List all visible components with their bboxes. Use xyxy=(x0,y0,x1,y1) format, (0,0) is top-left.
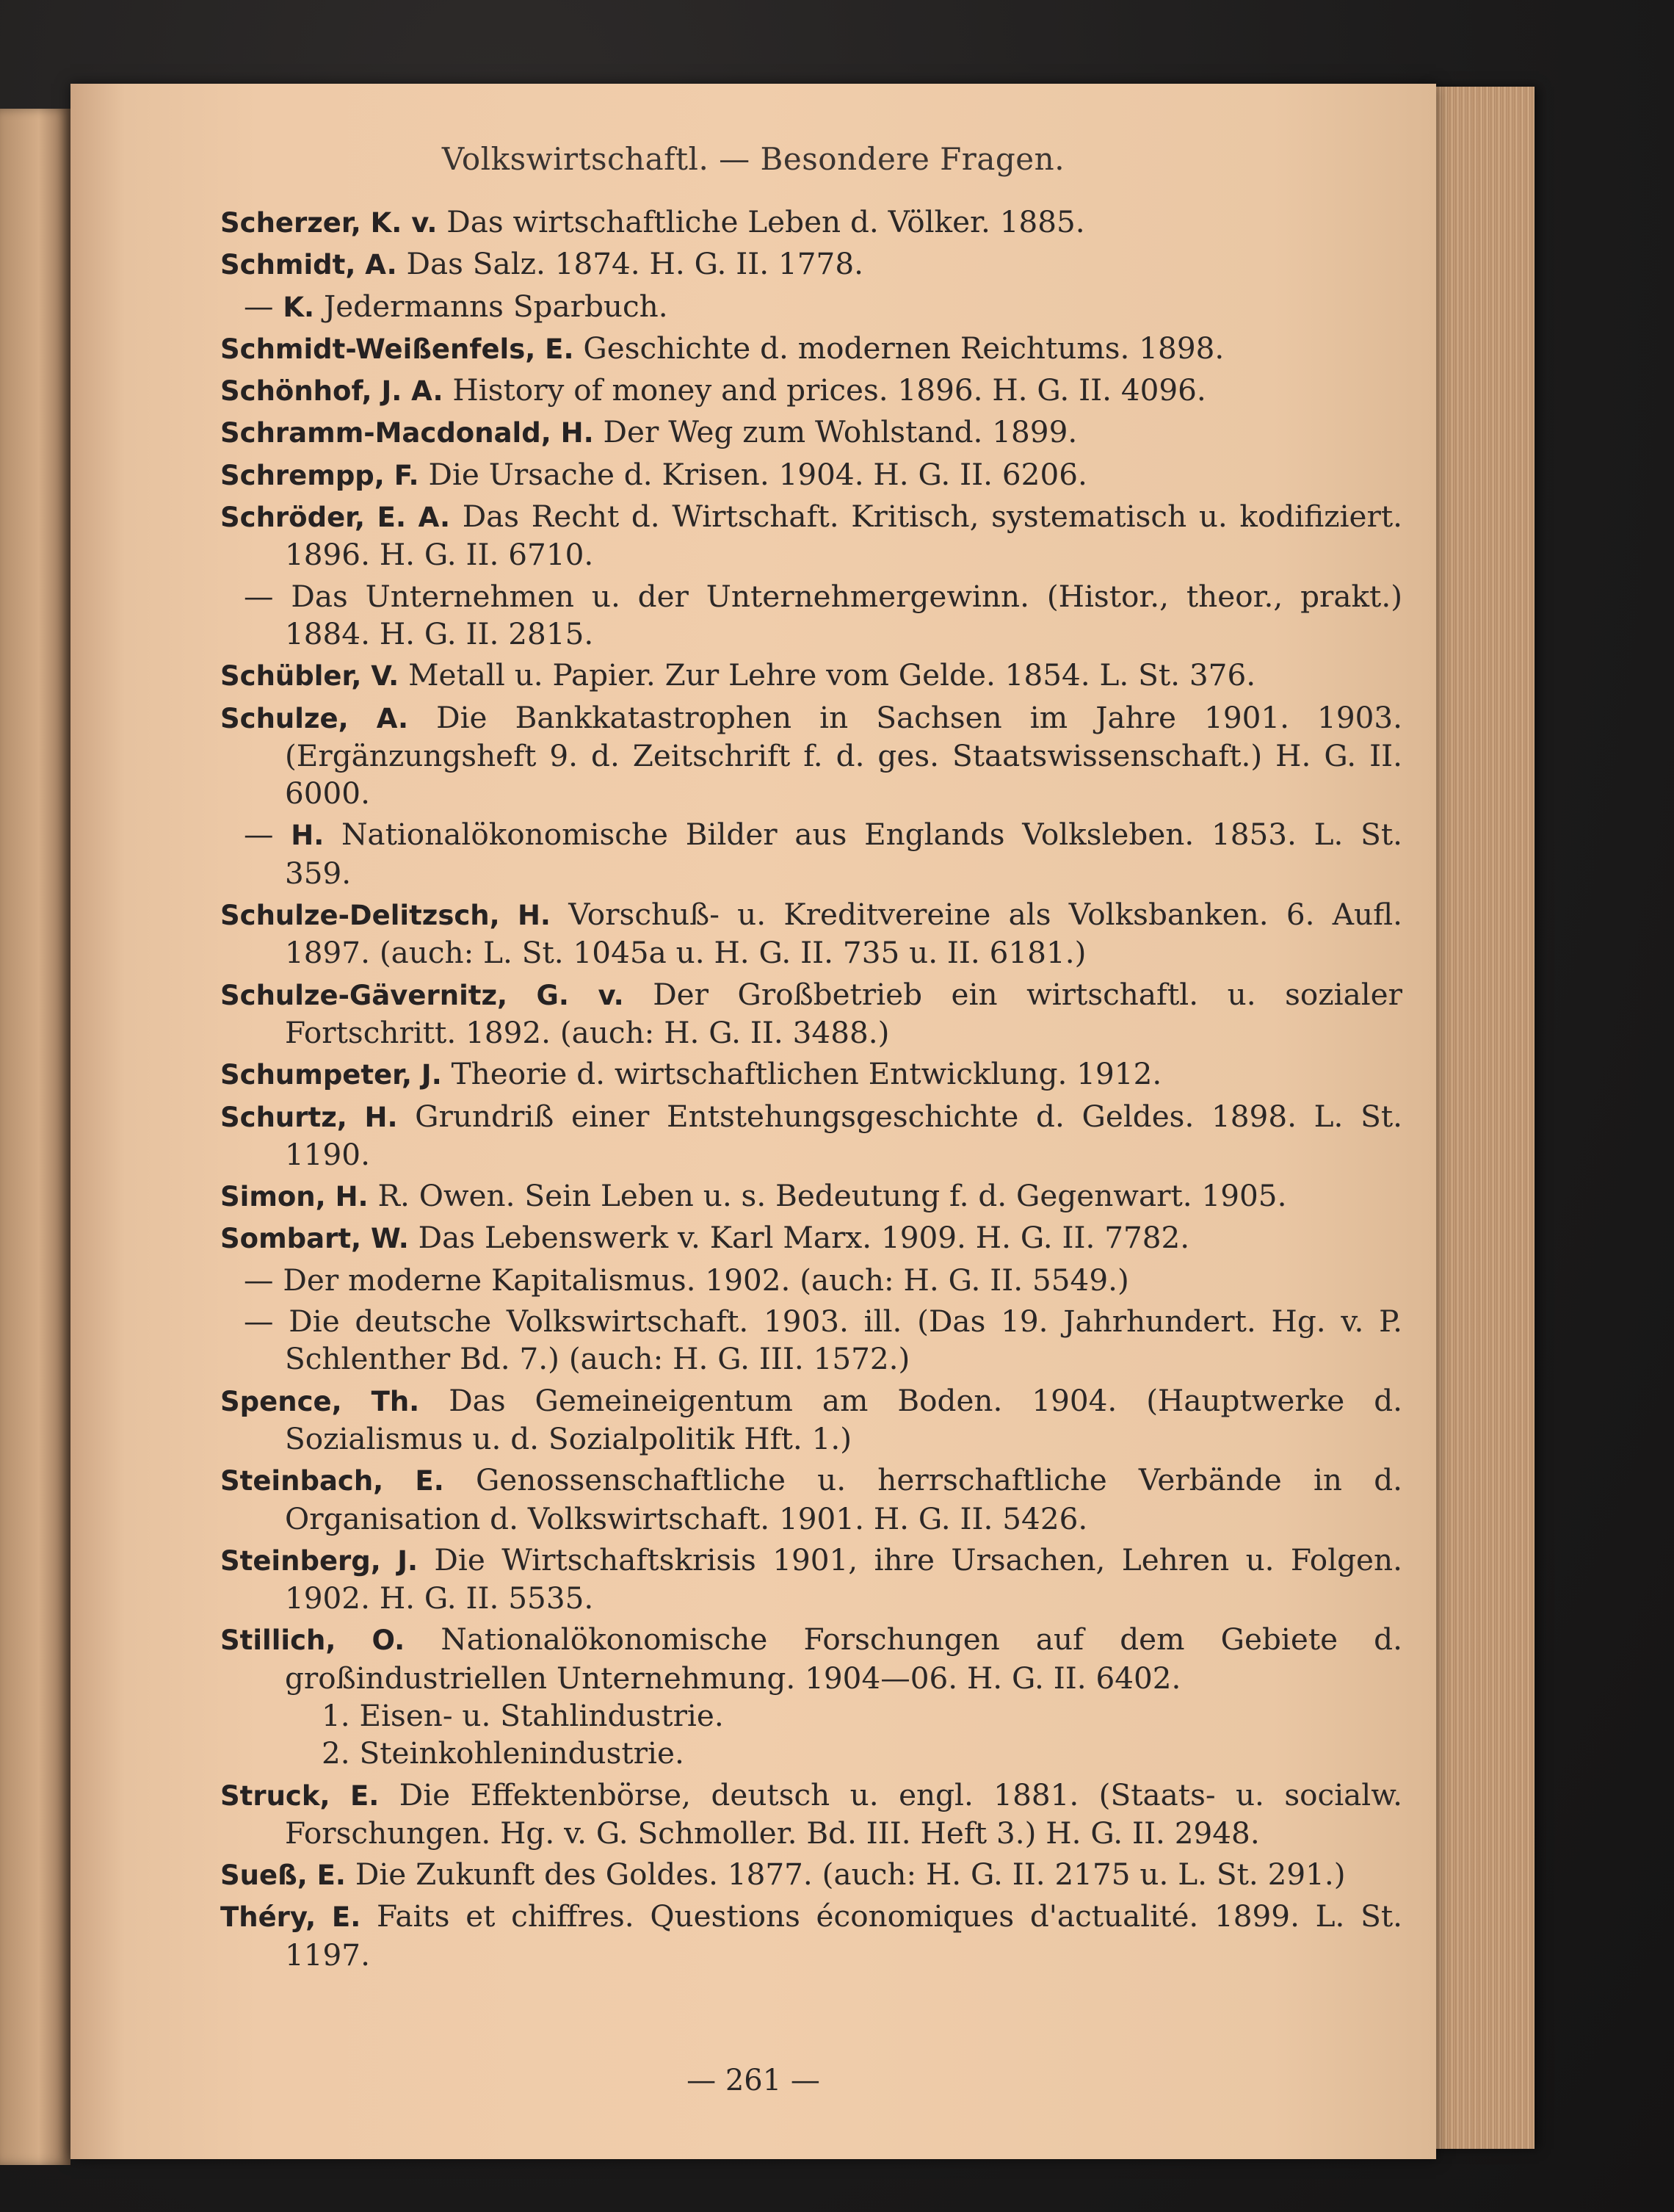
ditto-dash: — xyxy=(244,578,291,614)
entry-subitem: 2. Steinkohlenindustrie. xyxy=(322,1735,684,1771)
bibliography-entry xyxy=(220,330,1402,368)
entry-author: Sueß, E. xyxy=(220,1859,346,1892)
ditto-dash: — xyxy=(244,1304,289,1340)
bibliography-entry xyxy=(220,578,1402,654)
entry-text: Geschichte d. modernen Reichtums. 1898. xyxy=(573,330,1225,366)
entry-text: R. Owen. Sein Leben u. s. Bedeutung f. d. Gegenwart. 1905. xyxy=(368,1178,1287,1214)
entry-author: Schrempp, F. xyxy=(220,459,419,491)
entry-text: Die Ursache d. Krisen. 1904. H. G. II. 6206. xyxy=(418,456,1087,492)
bibliography-entry xyxy=(220,657,1402,695)
bibliography-entry xyxy=(220,245,1402,283)
entry-text: Theorie d. wirtschaftlichen Entwicklung. 1912. xyxy=(441,1056,1162,1092)
entry-text: Der Großbetrieb ein wirtschaftl. u. sozialer Fortschritt. 1892. (auch: H. G. II. 3488.) xyxy=(285,976,1403,1050)
bibliography-entry xyxy=(220,372,1402,410)
entry-author: Struck, E. xyxy=(220,1779,380,1812)
entry-subitem: 1. Eisen- u. Stahlindustrie. xyxy=(322,1697,724,1733)
entry-text: Das Lebenswerk v. Karl Marx. 1909. H. G. II. 7782. xyxy=(408,1220,1190,1256)
page-number: — 261 — xyxy=(686,2064,820,2097)
entry-text: Die deutsche Volkswirtschaft. 1903. ill. (Das 19. Jahrhundert. Hg. v. P. Schlenther Bd. 7.) (auch: H. G. III. 1572.) xyxy=(285,1304,1403,1377)
ditto-dash: — xyxy=(244,817,291,853)
entry-author: Schulze, A. xyxy=(220,702,409,734)
entry-author: K. xyxy=(283,291,315,323)
entry-text: Die Effektenbörse, deutsch u. engl. 1881. (Staats- u. socialw. Forschungen. Hg. v. G. Schmoller. Bd. III. Heft 3.) H. G. II. 2948. xyxy=(285,1777,1402,1851)
entry-author: Steinbach, E. xyxy=(220,1465,444,1497)
entry-text: Genossenschaftliche u. herrschaftliche Verbände in d. Organisation d. Volkswirtschaft. 1901. H. G. II. 5426. xyxy=(285,1462,1402,1536)
entry-author: Steinberg, J. xyxy=(220,1544,418,1577)
bibliography-entry xyxy=(220,1382,1402,1459)
entry-text: History of money and prices. 1896. H. G. II. 4096. xyxy=(443,372,1206,408)
entry-author: Schröder, E. A. xyxy=(220,502,451,534)
bibliography-entry xyxy=(220,288,1402,326)
entry-author: Schönhof, J. A. xyxy=(220,375,443,408)
entry-text: Grundriß einer Entstehungsgeschichte d. Geldes. 1898. L. St. 1190. xyxy=(285,1098,1402,1172)
entry-text: Die Bankkatastrophen in Sachsen im Jahre 1901. 1903. (Ergänzungsheft 9. d. Zeitschrift f. d. ges. Staatswissenschaft.) H. G. II. 6000. xyxy=(285,699,1403,812)
bibliography-entry xyxy=(220,1541,1402,1618)
entry-text: Die Zukunft des Goldes. 1877. (auch: H. G. II. 2175 u. L. St. 291.) xyxy=(345,1857,1346,1893)
entry-author: Schmidt-Weißenfels, E. xyxy=(220,333,574,365)
bibliography-entry xyxy=(220,976,1402,1052)
entry-author: Spence, Th. xyxy=(220,1385,420,1417)
bibliography-entry xyxy=(220,816,1402,892)
entry-author: Scherzer, K. v. xyxy=(220,207,438,239)
entry-author: Schramm-Macdonald, H. xyxy=(220,417,594,449)
entry-text: Die Wirtschaftskrisis 1901, ihre Ursachen, Lehren u. Folgen. 1902. H. G. II. 5535. xyxy=(285,1541,1402,1616)
bibliography-entry xyxy=(220,456,1402,494)
bibliography-entry xyxy=(220,413,1402,452)
entry-author: Schmidt, A. xyxy=(220,249,397,281)
entry-author: H. xyxy=(291,820,325,852)
entry-text: Metall u. Papier. Zur Lehre vom Gelde. 1854. L. St. 376. xyxy=(399,657,1256,693)
ditto-dash: — xyxy=(244,1262,283,1298)
bibliography-entry xyxy=(220,699,1402,813)
entry-author: Schulze-Delitzsch, H. xyxy=(220,900,551,932)
bibliography-entry xyxy=(220,1856,1402,1894)
entry-text: Der moderne Kapitalismus. 1902. (auch: H. G. II. 5549.) xyxy=(283,1262,1129,1298)
entry-author: Stillich, O. xyxy=(220,1624,405,1657)
ditto-dash: — xyxy=(244,288,283,324)
bibliography-entry xyxy=(220,1098,1402,1174)
bibliography-entry xyxy=(220,1055,1402,1094)
bibliography-list xyxy=(220,203,1402,1978)
book-page xyxy=(70,84,1436,2159)
entry-text: Faits et chiffres. Questions économiques d'actualité. 1899. L. St. 1197. xyxy=(285,1898,1403,1973)
page-stack-edge xyxy=(1424,87,1534,2149)
entry-text: Jedermanns Sparbuch. xyxy=(314,288,668,324)
entry-text: Vorschuß- u. Kreditvereine als Volksbanken. 6. Aufl. 1897. (auch: L. St. 1045a u. H. G. II. 735 u. II. 6181.) xyxy=(285,897,1402,971)
bibliography-entry xyxy=(220,1777,1402,1853)
bibliography-entry xyxy=(220,1898,1402,1974)
bibliography-entry xyxy=(220,498,1402,574)
bibliography-entry xyxy=(220,1219,1402,1257)
bibliography-entry xyxy=(220,1461,1402,1538)
running-head: Volkswirtschaftl. — Besondere Fragen. xyxy=(441,141,1065,177)
entry-author: Schurtz, H. xyxy=(220,1101,398,1133)
entry-text: Nationalökonomische Bilder aus Englands Volksleben. 1853. L. St. 359. xyxy=(285,817,1403,891)
entry-text: Das wirtschaftliche Leben d. Völker. 1885. xyxy=(437,204,1085,239)
bibliography-entry xyxy=(220,896,1402,972)
entry-text: Das Gemeineigentum am Boden. 1904. (Hauptwerke d. Sozialismus u. d. Sozialpolitik Hft. 1.) xyxy=(285,1382,1403,1456)
entry-text: Das Unternehmen u. der Unternehmergewinn. (Histor., theor., prakt.) 1884. H. G. II. 2815. xyxy=(285,578,1403,651)
entry-text: Der Weg zum Wohlstand. 1899. xyxy=(593,414,1078,450)
entry-author: Théry, E. xyxy=(220,1901,361,1934)
bibliography-entry xyxy=(220,1177,1402,1215)
entry-author: Schumpeter, J. xyxy=(220,1059,442,1091)
entry-author: Simon, H. xyxy=(220,1181,369,1213)
bibliography-entry xyxy=(220,1262,1402,1299)
facing-page-edge xyxy=(0,109,70,2165)
entry-author: Schübler, V. xyxy=(220,660,399,693)
entry-author: Sombart, W. xyxy=(220,1223,409,1255)
entry-author: Schulze-Gävernitz, G. v. xyxy=(220,979,624,1011)
entry-text: Das Recht d. Wirtschaft. Kritisch, systematisch u. kodifiziert. 1896. H. G. II. 6710. xyxy=(285,499,1402,573)
entry-text: Das Salz. 1874. H. G. II. 1778. xyxy=(396,246,863,282)
bibliography-entry xyxy=(220,1303,1402,1378)
bibliography-entry xyxy=(220,1621,1402,1697)
entry-text: Nationalökonomische Forschungen auf dem Gebiete d. großindustriellen Unternehmung. 1904—06. H. G. II. 6402. xyxy=(285,1622,1402,1696)
bibliography-entry xyxy=(220,203,1402,242)
